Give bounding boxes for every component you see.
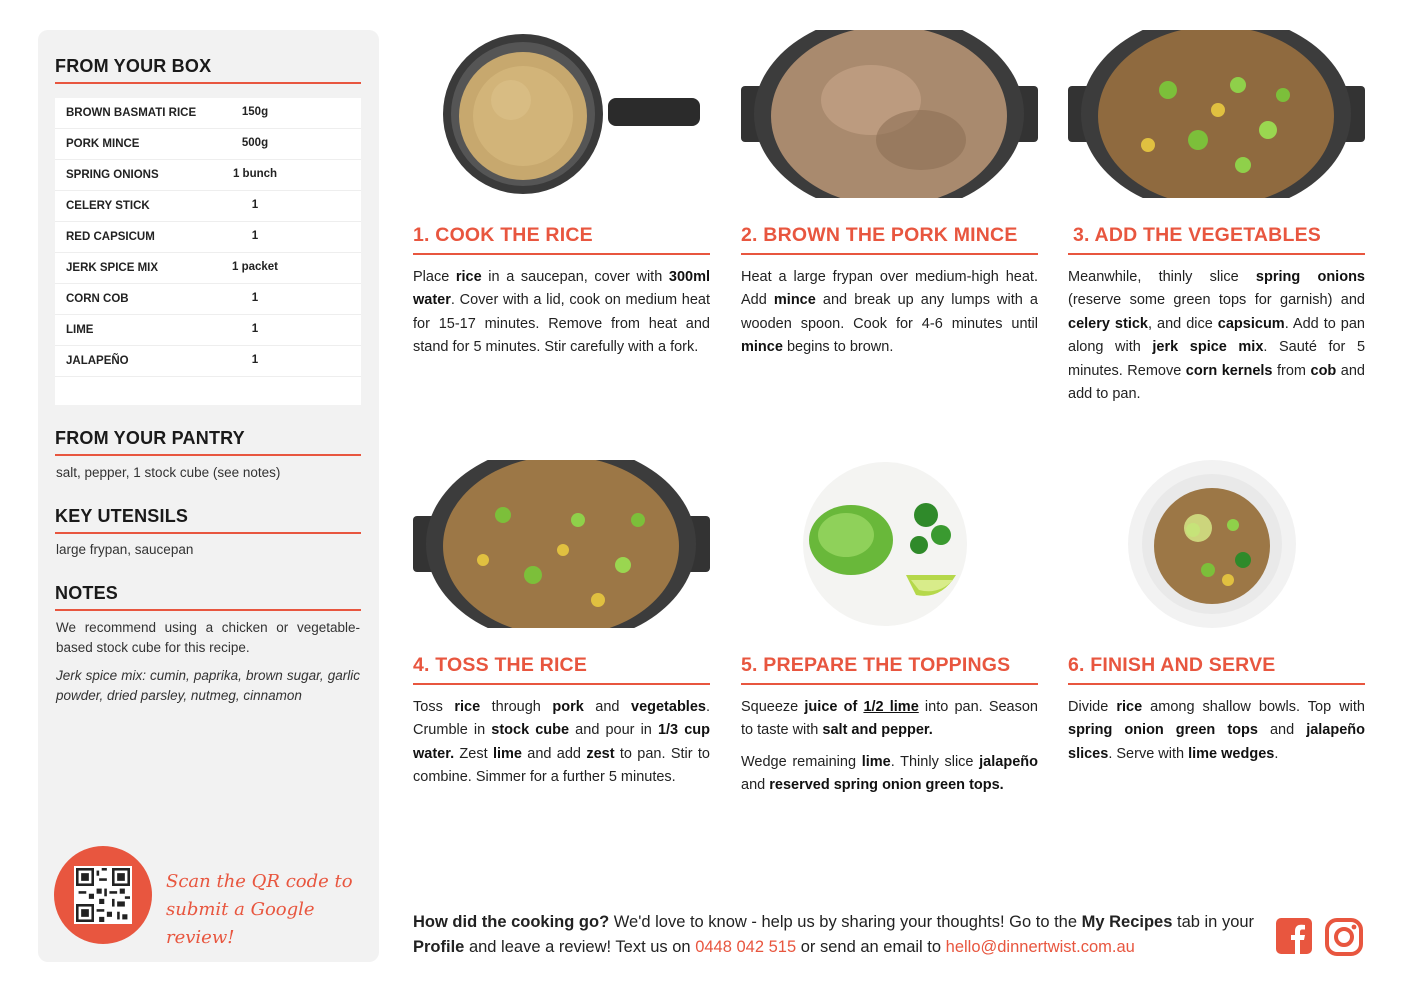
- step-2-text: Heat a large frypan over medium-high heat. Add mince and break up any lumps with a wooden spoon. Cook for 4-6 minutes until mince begins to brown.: [741, 269, 1038, 356]
- ingredient-row: [55, 346, 361, 377]
- ingredient-row: [55, 253, 361, 284]
- step-5-title: 5. PREPARE THE TOPPINGS: [741, 654, 1011, 676]
- divider: [1068, 253, 1365, 255]
- notes-text: We recommend using a chicken or vegetable-based stock cube for this recipe.: [56, 620, 360, 655]
- step-6-title: 6. FINISH AND SERVE: [1068, 654, 1276, 676]
- facebook-icon[interactable]: [1276, 918, 1314, 956]
- step-6-text: Divide rice among shallow bowls. Top with spring onion green tops and jalapeño slices. Serve with lime wedges.: [1068, 699, 1366, 762]
- ingredient-qty: 1 bunch: [232, 168, 278, 180]
- qr-badge[interactable]: [54, 846, 152, 944]
- divider: [413, 683, 710, 685]
- fried-rice-in-pan-image: [413, 460, 710, 628]
- from-your-box-title: FROM YOUR BOX: [55, 56, 212, 76]
- qr-review-prompt: Scan the QR code to submit a Google review!: [166, 871, 353, 948]
- pantry-text: salt, pepper, 1 stock cube (see notes): [56, 465, 281, 480]
- from-your-pantry-title: FROM YOUR PANTRY: [55, 428, 245, 448]
- key-utensils-title: KEY UTENSILS: [55, 506, 189, 526]
- divider: [55, 609, 361, 611]
- step-1-text: Place rice in a saucepan, cover with 300ml water. Cover with a lid, cook on medium heat for 15-17 minutes. Remove from heat and stand for 5 minutes. Stir carefully with a fork.: [413, 269, 710, 356]
- ingredient-row: [55, 284, 361, 315]
- ingredient-name: CELERY STICK: [66, 200, 150, 212]
- notes-spice-mix: Jerk spice mix: cumin, paprika, brown sugar, garlic powder, dried parsley, nutmeg, cinnamon: [56, 668, 360, 703]
- ingredient-row: [55, 98, 361, 129]
- pork-mince-in-pan-image: [741, 30, 1038, 198]
- divider: [741, 683, 1038, 685]
- step-2-title: 2. BROWN THE PORK MINCE: [741, 224, 1018, 246]
- instagram-icon[interactable]: [1325, 918, 1363, 956]
- ingredient-qty: 500g: [241, 137, 269, 149]
- ingredient-name: JERK SPICE MIX: [66, 262, 159, 274]
- ingredients-sidebar: [38, 30, 379, 962]
- divider: [55, 454, 361, 456]
- step-4-text: Toss rice through pork and vegetables. Crumble in stock cube and pour in 1/3 cup water. Zest lime and add zest to pan. Stir to combine. Simmer for a further 5 minutes.: [413, 699, 710, 786]
- ingredient-row: [55, 315, 361, 346]
- ingredient-name: PORK MINCE: [66, 138, 140, 150]
- ingredient-qty: 150g: [241, 106, 269, 118]
- served-bowl-image: [1068, 460, 1365, 628]
- ingredient-name: RED CAPSICUM: [66, 231, 155, 243]
- ingredient-qty: 1: [251, 199, 259, 211]
- divider: [1068, 683, 1365, 685]
- phone-link[interactable]: 0448 042 515: [695, 938, 797, 956]
- qr-code-icon[interactable]: [74, 866, 132, 924]
- step-3-title: 3. ADD THE VEGETABLES: [1073, 224, 1321, 246]
- ingredient-row: [55, 222, 361, 253]
- rice-in-saucepan-image: [413, 30, 710, 198]
- step-1-title: 1. COOK THE RICE: [413, 224, 593, 246]
- utensils-text: large frypan, saucepan: [56, 542, 194, 557]
- review-footer: How did the cooking go? We'd love to know - help us by sharing your thoughts! Go to the My Recipes tab in your Profile and leave a review! Text us on 0448 042 515 or send an email to hello@dinnertwist.com.au: [413, 913, 1255, 956]
- spring-onion-jalapeno-lime-image: [741, 460, 1038, 628]
- ingredient-qty: 1: [251, 230, 259, 242]
- divider: [413, 253, 710, 255]
- divider: [741, 253, 1038, 255]
- step-4-title: 4. TOSS THE RICE: [413, 654, 588, 676]
- ingredient-name: SPRING ONIONS: [66, 169, 159, 181]
- ingredient-qty: 1 packet: [231, 261, 279, 273]
- ingredient-qty: 1: [251, 292, 259, 304]
- ingredient-qty: 1: [251, 323, 259, 335]
- step-5-text: Squeeze juice of 1/2 lime into pan. Season to taste with salt and pepper. Wedge remaining lime. Thinly slice jalapeño and reserved spring onion green tops.: [741, 699, 1038, 794]
- ingredient-row: [55, 129, 361, 160]
- ingredient-qty: 1: [251, 354, 259, 366]
- ingredients-table: [55, 98, 361, 405]
- ingredient-row: [55, 191, 361, 222]
- ingredient-name: JALAPEÑO: [66, 355, 129, 367]
- ingredient-name: BROWN BASMATI RICE: [66, 107, 197, 119]
- ingredient-name: LIME: [66, 324, 94, 336]
- ingredient-name: CORN COB: [66, 293, 129, 305]
- email-link[interactable]: hello@dinnertwist.com.au: [945, 938, 1135, 956]
- vegetables-in-pan-image: [1068, 30, 1365, 198]
- notes-title: NOTES: [55, 583, 119, 603]
- divider: [55, 82, 361, 84]
- ingredient-row: [55, 160, 361, 191]
- divider: [55, 532, 361, 534]
- step-3-text: Meanwhile, thinly slice spring onions (reserve some green tops for garnish) and celery stick, and dice capsicum. Add to pan along with jerk spice mix. Sauté for 5 minutes. Remove corn kernels from cob and add to pan.: [1068, 269, 1366, 403]
